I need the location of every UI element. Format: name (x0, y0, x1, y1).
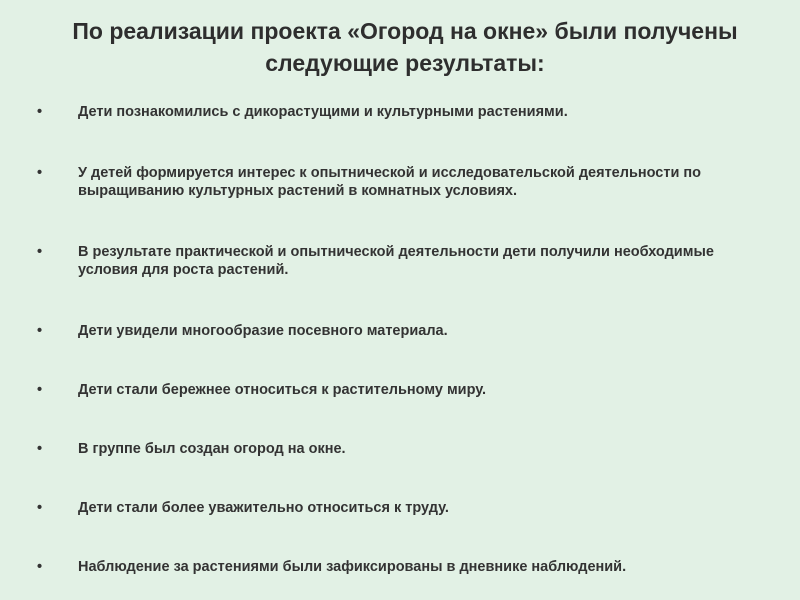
list-item (37, 103, 762, 121)
bullet-icon: • (37, 559, 43, 575)
list-item-text: В результате практической и опытнической деятельности дети получили необходимые условия для роста растений. (78, 244, 714, 278)
list-item-text: Дети стали бережнее относиться к растительному миру. (78, 382, 487, 398)
list-item (37, 243, 762, 279)
list-item (37, 499, 762, 517)
results-list (37, 103, 762, 576)
bullet-icon: • (37, 382, 43, 398)
bullet-icon: • (37, 323, 43, 339)
list-item (37, 558, 762, 576)
list-item-text: В группе был создан огород на окне. (78, 441, 346, 457)
list-item (37, 322, 762, 340)
bullet-icon: • (37, 104, 43, 120)
list-item-text: Дети познакомились с дикорастущими и культурными растениями. (78, 104, 568, 120)
bullet-icon: • (37, 165, 43, 181)
list-item (37, 164, 762, 200)
list-item-text: Дети увидели многообразие посевного материала. (78, 323, 448, 339)
list-item-text: Наблюдение за растениями были зафиксированы в дневнике наблюдений. (78, 559, 627, 575)
bullet-icon: • (37, 500, 43, 516)
slide-title: По реализации проекта «Огород на окне» были получены следующие результаты: (72, 18, 738, 76)
bullet-icon: • (37, 441, 43, 457)
list-item-text: Дети стали более уважительно относиться к труду. (78, 500, 449, 516)
list-item-text: У детей формируется интерес к опытнической и исследовательской деятельности по выращиванию культурных растений в комнатных условиях. (78, 165, 702, 199)
list-item (37, 381, 762, 399)
list-item (37, 440, 762, 458)
bullet-icon: • (37, 244, 43, 260)
